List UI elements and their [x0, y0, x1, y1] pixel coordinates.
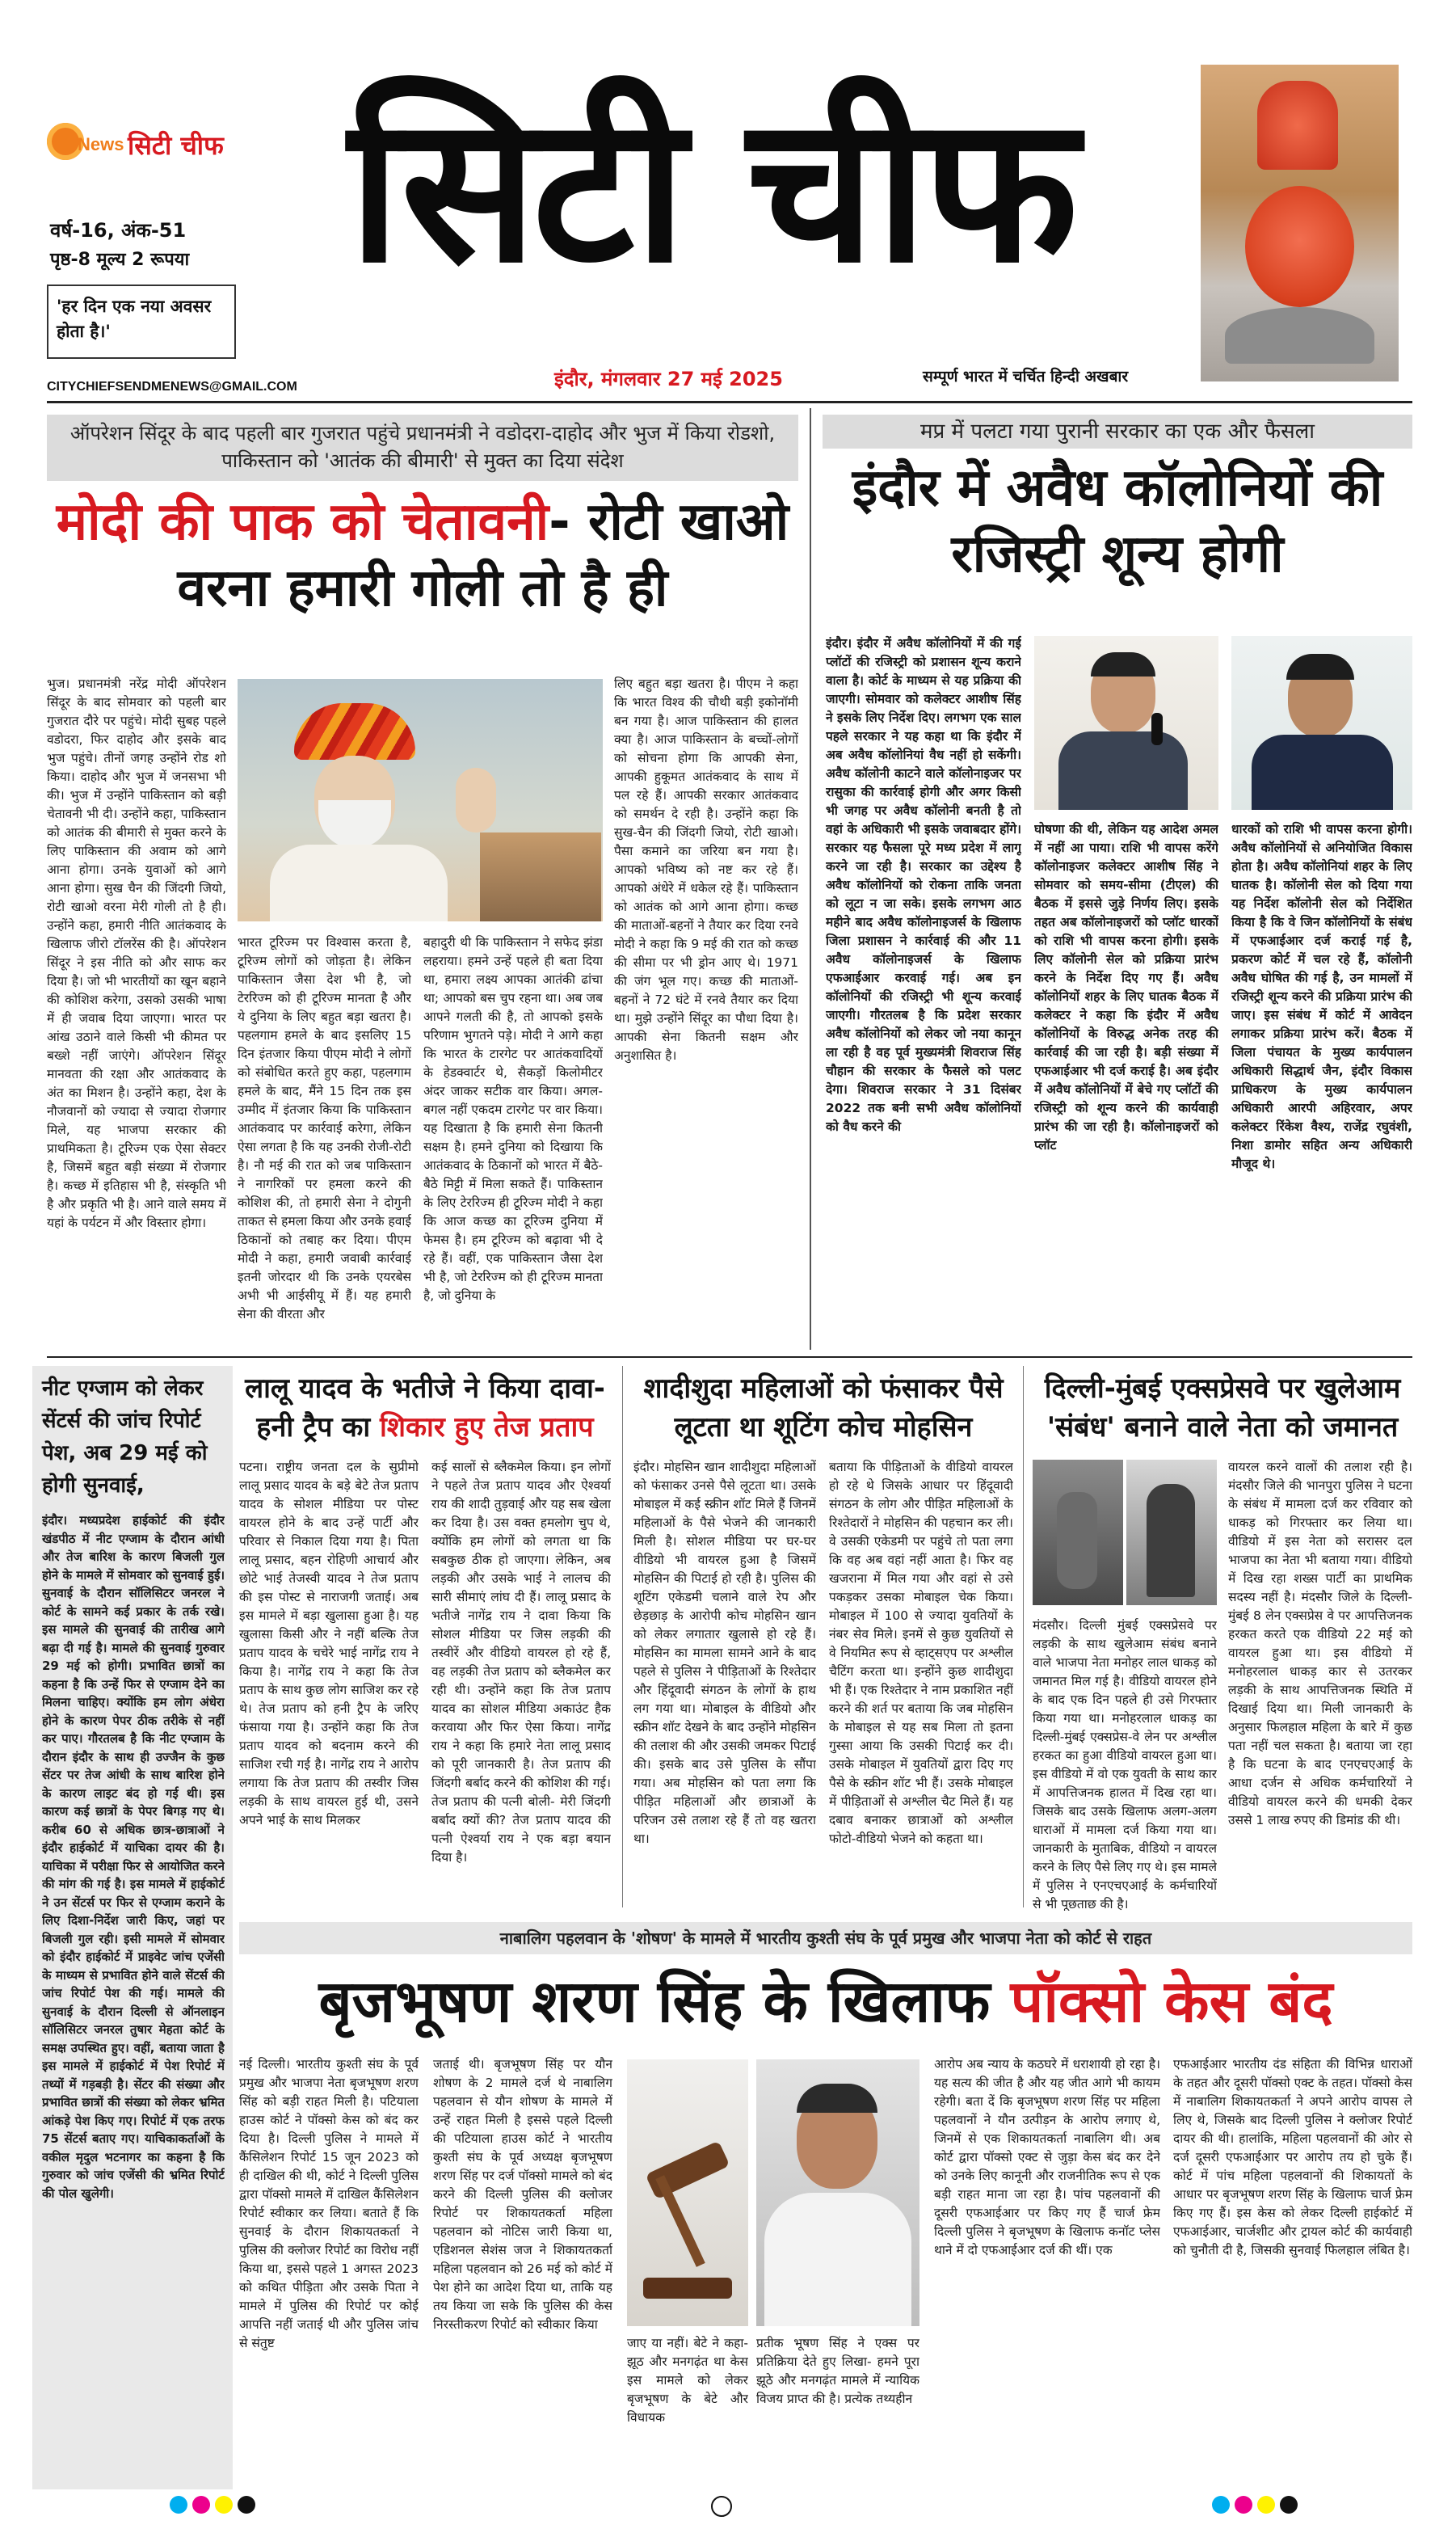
story-mohsin-col2: बताया कि पीड़िताओं के वीडियो वायरल हो रहे थे जिसके आधार पर हिंदूवादी संगठन के लोग और पीड़ित महिलाओं के रिश्तेदारों ने मोहसिन की पहचान कर ली। वे उसकी एकेडमी पर पहुंचे तो पता लगा कि वह अब वहां नहीं आता है। फिर वह खजराना में मिल गया और वहां से उसे पकड़कर उसका मोबाइल चेक किया। मोबाइल में 100 से ज्यादा युवतियों के नंबर सेव मिले। इनमें से कुछ युवतियों से वे नियमित रूप से व्हाट्सएप पर अश्लील चैटिंग करता था। इन्होंने कुछ शादीशुदा भी हैं। एक रिश्तेदार ने नाम प्रकाशित नहीं करने की शर्त पर बताया कि जब मोहसिन के मोबाइल से यह सब मिला तो इतना गुस्सा आया कि उसकी पिटाई कर दी। उसके मोबाइल में युवतियों द्वारा दिए गए पैसे के स्क्रीन शॉट भी हैं। उसके मोबाइल में पीड़िताओं से अश्लील चैट मिले हैं। यह दबाव बनाकर छात्राओं को अश्लील फोटो-वीडियो भेजने को कहता था।: [829, 1460, 1013, 1846]
story-colonies-col2: घोषणा की थी, लेकिन यह आदेश अमल में नहीं आ पाया। राशि भी वापस करेंगे कॉलोनाइजर कलेक्टर आशीष सिंह ने सोमवार को समय-सीमा (टीएल) की बैठक में इससे जुड़े निर्णय लिए। इसके तहत अब कॉलोनाइजरों को प्लॉट धारकों को राशि भी वापस करना होगी। इसके लिए कॉलोनी सेल को प्रक्रिया प्रारंभ करने के निर्देश दिए गए हैं। अवैध कॉलोनियों शहर के लिए घातक बैठक में कलेक्टर ने कहा कि इंदौर में अवैध कॉलोनियों के विरुद्ध अनेक तरह की कार्रवाई की जा रही है। बड़ी संख्या में एफआईआर भी दर्ज कराई है। अब इंदौर में अवैध कॉलोनियों में बेचे गए प्लॉटों की रजिस्ट्री को शून्य करने की कार्यवाही प्रारंभ की जा रही है। कॉलोनाइजरों को प्लॉट: [1034, 822, 1218, 1153]
deity-head-decoration: [1257, 81, 1338, 170]
volume-info: वर्ष-16, अंक-51: [50, 219, 187, 242]
story-expressway-col1: मंदसौर। दिल्ली मुंबई एक्सप्रेसवे पर लड़की के साथ खुलेआम संबंध बनाने वाले भाजपा नेता मनोहर लाल धाकड़ को जमानत मिल गई है। वीडियो वायरल होने के बाद एक दिन पहले ही उसे गिरफ्तार किया गया था। मनोहरलाल धाकड़ का दिल्ली-मुंबई एक्सप्रेस-वे लेन पर अश्लील हरकत का हुआ वीडियो वायरल हुआ था। इस वीडियो में वो एक युवती के साथ कार में आपत्तिजनक हालत में दिख रहा था। जिसके बाद उसके खिलाफ अलग-अलग धाराओं में मामला दर्ज किया गया था। जानकारी के मुताबिक, वीडियो न वायरल करने के लिए पैसे लिए गए थे। इस मामले में पुलिस ने एनएचएआई के कर्मचारियों से भी पूछताछ की है।: [1033, 1618, 1217, 1911]
divider-lalu-mohsin: [622, 1366, 623, 1907]
story-lalu-headline-red: शिकार हुए तेज प्रताप: [380, 1411, 594, 1444]
story-modi-col2: भारत टूरिज्म पर विश्वास करता है, टूरिज्म लोगों को जोड़ता है। लेकिन पाकिस्तान जैसा देश भी है, जो टेररिज्म को ही टूरिज्म मानता है और ये दुनिया के लिए बहुत बड़ा खतरा है। पहलगाम हमले के बाद इसलिए 15 दिन इंतजार किया पीएम मोदी ने लोगों को संबोधित करते हुए कहा, पहलगाम हमले के बाद, मैंने 15 दिन तक इस उम्मीद में इंतजार किया कि पाकिस्तान आतंकवाद पर कार्रवाई करेगा, लेकिन ऐसा लगता है कि यह उनकी रोजी-रोटी है। नौ मई की रात को जब पाकिस्तान ने नागरिकों पर हमला करने की कोशिश की, तो हमारी सेना ने दोगुनी ताकत से हमला किया और उनके हवाई ठिकानों को तबाह कर दिया। पीएम मोदी ने कहा, हमारी जवाबी कार्रवाई इतनी जोरदार थी कि उनके एयरबेस अभी भी आईसीयू में हैं। यह हमारी सेना की वीरता और: [238, 935, 411, 1321]
story-colonies-kicker-text: मप्र में पलटा गया पुरानी सरकार का एक और फैसला: [919, 419, 1315, 444]
brijbhushan-body: [764, 2193, 911, 2326]
story-brijbhushan-col4: आरोप अब न्याय के कठघरे में धराशायी हो रहा है। यह सत्य की जीत है और यह जीत आगे भी कायम रहेगी। बता दें कि बृजभूषण शरण सिंह पर महिला पहलवानों ने यौन उत्पीड़न के आरोप लगाए थे, जिनमें से एक शिकायतकर्ता नाबालिग थी। अब कोर्ट द्वारा पॉक्सो एक्ट से जुड़ा केस बंद कर देने को उनके लिए कानूनी और राजनीतिक रूप से एक बड़ी राहत माना जा रहा है। पांच पहलवानों की दूसरी एफआईआर पर किए गए हैं चार्ज फ्रेम दिल्ली पुलिस ने बृजभूषण के खिलाफ कनॉट प्लेस थाने में दो एफआईआर दर्ज की थीं। एक: [934, 2057, 1160, 2257]
story-brijbhushan-col3: प्रतीक भूषण सिंह ने एक्स पर प्रतिक्रिया देते हुए लिखा- हमने पूरा झूठे और मनगढ़ंत मामले में न्यायिक विजय प्राप्त की है। प्रत्येक तथ्यहीन: [756, 2336, 919, 2406]
story-neet-body: इंदौर। मध्यप्रदेश हाईकोर्ट की इंदौर खंडपीठ में नीट एग्जाम के दौरान आंधी और तेज बारिश के कारण बिजली गुल होने के मामले में सोमवार को सुनवाई हुई। सुनवाई के दौरान सॉलिसिटर जनरल ने कोर्ट के सामने कई प्रकार के तर्क रखे। इस मामले की सुनवाई की तारीख आगे बढ़ा दी गई है। मामले की सुनवाई गुरुवार 29 मई को होगी। प्रभावित छात्रों का कहना है कि उन्हें फिर से एग्जाम देने का मिलना चाहिए। क्योंकि हम लोग अंधेरा होने के कारण पेपर ठीक तरीके से नहीं कर पाए। गौरतलब है कि नीट एग्जाम के दौरान इंदौर के साथ ही उज्जैन के कुछ सेंटर पर तेज आंधी के साथ बारिश होने के कारण लाइट बंद हो गई थी। इस कारण कई छात्रों के पेपर बिगड़ गए थे। करीब 60 से अधिक छात्र-छात्राओं ने इंदौर हाईकोर्ट में याचिका दायर की है। याचिका में परीक्षा फिर से आयोजित करने की मांग की गई है। इस मामले में हाईकोर्ट ने उन सेंटर्स पर फिर से एग्जाम कराने के लिए दिशा-निर्देश जारी किए, जहां पर बिजली गुल रही। इसी मामले में सोमवार को इंदौर हाईकोर्ट में प्राइवेट जांच एजेंसी के माध्यम से प्रभावित होने वाले सेंटर्स की जांच रिपोर्ट पेश की गई। मामले की सुनवाई के दौरान दिल्ली से ऑनलाइन सॉलिसिटर जनरल तुषार मेहता कोर्ट के समक्ष उपस्थित हुए। वहीं, बताया जाता है इस मामले में हाईकोर्ट में पेश रिपोर्ट में तथ्यों में गड़बड़ी है। सेंटर की संख्या और प्रभावित छात्रों की संख्या को लेकर भ्रमित आंकड़े पेश किए गए। रिपोर्ट में एक तरफ 75 सेंटर्स बताए गए। याचिकाकर्ताओं के वकील मृदुल भटनागर का कहना है कि गुरुवार को जांच एजेंसी की भ्रमित रिपोर्ट की पोल खुलेगी।: [42, 1513, 225, 2201]
story-modi-headline: [47, 489, 798, 622]
registration-mark-icon: [711, 2496, 732, 2517]
collector-hair: [1091, 652, 1155, 677]
story-colonies-kicker: [823, 415, 1412, 449]
story-lalu-col1: पटना। राष्ट्रीय जनता दल के सुप्रीमो लालू प्रसाद यादव के बड़े बेटे तेज प्रताप यादव के सोशल मीडिया पर पोस्ट वायरल होने के बाद उन्हें पार्टी और परिवार से निकाल दिया गया है। पिता लालू प्रसाद, बहन रोहिणी आचार्य और छोटे भाई तेजस्वी यादव ने तेज प्रताप की इस पोस्ट से नाराजगी जताई। अब इस मामले में बड़ा खुलासा हुआ है। यह खुलासा किसी और ने नहीं बल्कि तेज प्रताप यादव के चचेरे भाई नागेंद्र राय ने किया है। नागेंद्र राय ने कहा कि तेज प्रताप के साथ कुछ लोग साजिश कर रहे थे। तेज प्रताप को हनी ट्रैप के जरिए फंसाया गया है। उन्होंने कहा कि तेज प्रताप यादव को बदनाम करने की साजिश रची गई है। नागेंद्र राय ने आरोप लगाया कि तेज प्रताप की तस्वीर जिस लड़की के साथ वायरल हुई थी, उसने अपने भाई के साथ मिलकर: [239, 1460, 419, 1827]
story-modi: [47, 408, 798, 1354]
deity-photo: [1201, 65, 1399, 381]
story-modi-kicker: [47, 415, 798, 481]
logo-news-text: News: [78, 134, 124, 154]
official-photo: [1231, 636, 1412, 810]
story-brijbhushan-caption: जाए या नहीं। बेटे ने कहा- झूठ और मनगढ़ंत था केस इस मामले को लेकर बृजभूषण के बेटे और विधायक: [627, 2336, 748, 2425]
motto-text: 'हर दिन एक नया अवसर होता है।': [57, 297, 212, 341]
logo-name-text: सिटी चीफ: [128, 130, 224, 161]
story-lalu-col2: कई सालों से ब्लैकमेल किया। इन लोगों ने पहले तेज प्रताप यादव और ऐश्वर्या राय की शादी तुड़वाई और यह सब खेला कर दिया है। उस वक्त हमलोग चुप थे, क्योंकि हम लोगों को लगता था कि सबकुछ ठीक हो जाएगा। लेकिन, अब लड़की और उसके भाई ने लालच की सारी सीमाएं लांघ दी हैं। लालू प्रसाद के भतीजे नागेंद्र राय ने दावा किया कि सोशल मीडिया पर जिस लड़की की तस्वीरें और वीडियो वायरल हो रहे हैं, वह लड़की तेज प्रताप को ब्लैकमेल कर रही थी। उन्होंने कहा कि तेज प्रताप यादव का सोशल मीडिया अकाउंट हैक करवाया और फिर ऐसा किया। नागेंद्र राय ने कहा कि हमारे नेता लालू प्रसाद को पूरी जानकारी है। तेज प्रताप की जिंदगी बर्बाद करने की कोशिश की गई। तेज प्रताप की पत्नी बोली- मेरी जिंदगी बर्बाद क्यों की? तेज प्रताप यादव की पत्नी ऐश्वर्या राय ने एक बड़ा बयान दिया है।: [431, 1460, 611, 1865]
modi-beard: [318, 800, 391, 849]
magenta-mark: [192, 2496, 210, 2514]
story-mohsin-col1: इंदौर। मोहसिन खान शादीशुदा महिलाओं को फंसाकर उनसे पैसे लूटता था। उसके मोबाइल में कई स्क्रीन शॉट मिले हैं जिनमें महिलाओं के पैसे भेजने की जानकारी मिली है। सोशल मीडिया पर घर-घर वीडियो भी वायरल हुआ है जिसमें मोहसिन की पिटाई हो रही है। पुलिस की शूटिंग एकेडमी चलाने वाले रेप और छेड़छाड़ के आरोपी कोच मोहसिन खान को लेकर लगातार खुलासे हो रहे हैं। मोहसिन का मामला सामने आने के बाद पहले से पुलिस ने पीड़िताओं के रिश्तेदार और हिंदूवादी संगठन के लोगों के हाथ लग गया था। मोबाइल के वीडियो और स्क्रीन शॉट देखने के बाद उन्होंने मोहसिन की तलाश की और उसकी जमकर पिटाई की। इसके बाद उसे पुलिस के सौंपा गया। अब मोहसिन को पता लगा कि पीड़ित महिलाओं और छात्राओं के परिजन उसे तलाश रहे हैं तो वह खतरा था।: [633, 1460, 816, 1846]
story-colonies-headline: इंदौर में अवैध कॉलोनियों की रजिस्ट्री शून्य होगी: [852, 458, 1383, 584]
logo: [47, 120, 257, 168]
vertical-divider: [810, 408, 811, 1350]
story-mohsin: [633, 1366, 1013, 1916]
story-brijbhushan-headline-red: पॉक्सो केस बंद: [1010, 1967, 1333, 2035]
story-lalu-headline: [239, 1369, 611, 1447]
brijbhushan-photo: [756, 2059, 919, 2326]
tagline: सम्पूर्ण भारत में चर्चित हिन्दी अखबार: [923, 368, 1129, 386]
dateline: इंदौर, मंगलवार 27 मई 2025: [554, 368, 783, 390]
collector-body: [1058, 731, 1188, 810]
story-brijbhushan-kicker-text: नाबालिग पहलवान के 'शोषण' के मामले में भारतीय कुश्ती संघ के पूर्व प्रमुख और भाजपा नेता को कोर्ट से राहत: [499, 1928, 1152, 1948]
modi-photo: [238, 679, 603, 921]
gavel-photo: [627, 2059, 748, 2326]
story-expressway-headline: दिल्ली-मुंबई एक्सप्रेसवे पर खुलेआम 'संबंध' बनाने वाले नेता को जमानत: [1044, 1372, 1401, 1444]
blur-figure: [1057, 1492, 1097, 1589]
gavel-handle: [655, 2175, 705, 2267]
gavel-block: [643, 2278, 732, 2299]
gavel-icon: [646, 2140, 730, 2199]
story-expressway-col2: वायरल करने वालों की तलाश रही है। मंदसौर जिले की भानपुरा पुलिस ने घटना के संबंध में मामला दर्ज कर रविवार को धाकड़ को गिरफ्तार कर लिया था। वीडियो में इस नेता को सरासर दल भाजपा का नेता भी बताया गया। वीडियो में दिख रहा शख्स पार्टी का प्राथमिक सदस्य नहीं है। मंदसौर जिले के दिल्ली-मुंबई 8 लेन एक्सप्रेस वे पर आपत्तिजनक हरकत करते एक वीडियो 22 मई को वायरल हुआ था। इस वीडियो में मनोहरलाल धाकड़ कार से उतरकर लड़की के साथ आपत्तिजनक स्थिति में दिखाई दिया था। मिली जानकारी के अनुसार फिलहाल महिला के बारे में कुछ पता नहीं चल सकता है। बताया जा रहा है कि घटना के बाद एनएचएआई के आधा दर्जन से अधिक कर्मचारियों ने वीडियो वायरल करने की धमकी देकर उससे 1 लाख रुपए की डिमांड की थी।: [1228, 1460, 1412, 1827]
expressway-photo-1: [1033, 1460, 1123, 1605]
story-modi-col4: लिए बहुत बड़ा खतरा है। पीएम ने कहा कि भारत विश्व की चौथी बड़ी इकोनॉमी बन गया है। आज पाकिस्तान की हालत क्या है। आज पाकिस्तान के बच्चों-लोगों को सोचना होगा कि आपकी सेना, आपकी हुकूमत आतंकवाद के साथ में पल रहे हैं। आपकी सरकार आतंकवाद को समर्थन दे रही है। उन्होंने कहा कि सुख-चैन की जिंदगी जियो, रोटी खाओ। पैसा कमाने का जरिया बन गया है। आपको भविष्य को नष्ट कर रहे हैं। आपको अंधेरे में धकेल रहे हैं। पाकिस्तान को आतंक को आगे आना होगा। कच्छ की माताओं-बहनों ने तैयार कर दिया रनवे मोदी ने कहा कि 9 मई की रात को कच्छ की सीमा पर भी ड्रोन आए थे। 1971 की जंग भूल गए। कच्छ की माताओं-बहनों ने 72 घंटे में रनवे तैयार कर दिया था। मुझे उन्होंने सिंदूर का पौधा दिया है। आपकी सेना कितनी सक्षम और अनुशासित है।: [614, 677, 798, 1063]
masthead-title: सिटी चीफ: [348, 72, 1074, 307]
story-brijbhushan-col5: एफआईआर भारतीय दंड संहिता की विभिन्न धाराओं के तहत और दूसरी पॉक्सो एक्ट के तहत। पॉक्सो केस में नाबालिग शिकायतकर्ता ने अपने आरोप वापस ले लिए थे, जिसके बाद दिल्ली पुलिस ने क्लोजर रिपोर्ट दायर की थी। हालांकि, महिला पहलवानों की ओर से दर्ज दूसरी एफआईआर पर आरोप तय हो चुके हैं। कोर्ट में पांच महिला पहलवानों की शिकायतों के आधार पर बृजभूषण शरण सिंह के खिलाफ चार्ज फ्रेम किए गए हैं। इस केस को लेकर दिल्ली हाईकोर्ट में एफआईआर, चार्जशीट और ट्रायल कोर्ट की कार्यवाही को चुनौती दी है, जिसकी सुनवाई फिलहाल लंबित है।: [1173, 2057, 1412, 2257]
story-brijbhushan-headline: [239, 1961, 1412, 2042]
story-brijbhushan-kicker: [239, 1922, 1412, 1954]
story-neet-headline: नीट एग्जाम को लेकर सेंटर्स की जांच रिपोर्ट पेश, अब 29 मई को होगी सुनवाई,: [42, 1376, 208, 1498]
brijbhushan-hair: [797, 2084, 877, 2113]
modi-body: [270, 845, 448, 921]
printer-marks-bottom: [170, 2496, 260, 2517]
cyan-mark: [170, 2496, 187, 2514]
yellow-mark: [1257, 2496, 1275, 2514]
story-modi-headline-rest: - रोटी खाओ वरना हमारी गोली तो है ही: [177, 492, 789, 618]
motto-box: [47, 285, 236, 359]
story-brijbhushan-headline-pre: बृजभूषण शरण सिंह के खिलाफ: [318, 1967, 1011, 2035]
story-brijbhushan: [239, 1922, 1412, 2488]
story-neet: [32, 1366, 233, 2489]
story-lalu-headline-pre: लालू यादव के भतीजे ने किया दावा- हनी ट्रैप का: [245, 1372, 605, 1444]
story-modi-col1: भुज। प्रधानमंत्री नरेंद्र मोदी ऑपरेशन सिंदूर के बाद सोमवार को पहली बार गुजरात दौरे पर पहुंचे। मोदी सुबह पहले वडोदरा, फिर दाहोद और इसके बाद भुज पहुंचे। तीनों जगह उन्होंने रोड शो किया। दाहोद और भुज में जनसभा भी की। भुज में उन्होंने पाकिस्तान को बड़ी चेतावनी भी दी। उन्होंने कहा, पाकिस्तान को आतंक की बीमारी से मुक्त करने के लिए पाकिस्तान की अवाम को आगे आना होगा। उनके युवाओं को आगे आना होगा। सुख चैन की जिंदगी जियो, रोटी खाओ वरना मेरी गोली तो है ही। उन्होंने कहा, हमारी नीति आतंकवाद के खिलाफ जीरो टॉलरेंस की है। ऑपरेशन सिंदूर ने इस नीति को और साफ कर दिया है। जो भी भारतीयों का खून बहाने की कोशिश करेगा, उसको उसकी भाषा में ही जवाब दिया जाएगा। भारत पर आंख उठाने वाले किसी भी कीमत पर बख्शे नहीं जाएंगे। ऑपरेशन सिंदूर मानवता की रक्षा और आतंकवाद के अंत का मिशन है। उन्होंने कहा, देश के नौजवानों को ज्यादा से ज्यादा रोजगार मिले, यह भाजपा सरकार की प्राथमिकता है। टूरिज्म एक ऐसा सेक्टर है, जिसमें बहुत बड़ी संख्या में रोजगार है। कच्छ में इतिहास भी है, संस्कृति भी है और प्रकृति भी है। आने वाले समय में यहां के पर्यटन में और विस्तार होगा।: [47, 677, 226, 1230]
masthead-rule: [47, 401, 1412, 403]
crowd: [480, 832, 601, 921]
deity-base: [1225, 307, 1374, 364]
collector-photo: [1034, 636, 1218, 810]
microphone-icon: [1151, 713, 1163, 745]
story-brijbhushan-col2: जताई थी। बृजभूषण सिंह पर यौन शोषण के 2 मामले दर्ज थे नाबालिग पहलवान से यौन शोषण के मामले में उन्हें राहत मिली है इससे पहले दिल्ली की पटियाला हाउस कोर्ट ने भारतीय कुश्ती संघ के पूर्व अध्यक्ष बृजभूषण शरण सिंह पर दर्ज पॉक्सो मामले को बंद करने की दिल्ली पुलिस की क्लोजर रिपोर्ट पर शिकायतकर्ता महिला पहलवान को नोटिस जारी किया था, एडिशनल सेशंस जज ने शिकायतकर्ता महिला पहलवान को 26 मई को कोर्ट में पेश होने का आदेश दिया था, ताकि यह तय किया जा सके कि पुलिस की केस निरस्तीकरण रिपोर्ट को स्वीकार किया: [433, 2057, 612, 2332]
story-lalu: [239, 1366, 611, 1916]
email: CITYCHIEFSENDMENEWS@GMAIL.COM: [47, 380, 297, 394]
section-rule-2: [47, 1356, 1412, 1358]
story-mohsin-headline: शादीशुदा महिलाओं को फंसाकर पैसे लूटता था शूटिंग कोच मोहसिन: [643, 1372, 1004, 1444]
story-colonies-col3: धारकों को राशि भी वापस करना होगी। अवैध कॉलोनियों से अनियोजित विकास होता है। अवैध कॉलोनियां शहर के लिए घातक है। कॉलोनी सेल को दिया गया यह निर्देश कॉलोनी सेल को निर्देशित किया है कि वे जिन कॉलोनियों के संबंध में एफआईआर दर्ज कराई गई है, प्रकरण कोर्ट में चल रहे हैं, कॉलोनी अवैध घोषित की गई है, उन मामलों में रजिस्ट्री शून्य करने की प्रक्रिया प्रारंभ की जाए। इस संबंध में कोर्ट में आवेदन लगाकर प्रक्रिया प्रारंभ करें। बैठक में जिला पंचायत के मुख्य कार्यपालन अधिकारी सिद्धार्थ जैन, इंदौर विकास प्राधिकरण के मुख्य कार्यपालन अधिकारी आरपी अहिरवार, अपर कलेक्टर रिंकेश वैश्य, राजेंद्र रघुवंशी, निशा डामोर सहित अन्य अधिकारी मौजूद थे।: [1231, 822, 1412, 1171]
cyan-mark: [1212, 2496, 1230, 2514]
yellow-mark: [215, 2496, 233, 2514]
story-expressway: [1033, 1366, 1412, 1916]
modi-turban: [294, 703, 415, 760]
official-hair: [1286, 654, 1354, 680]
pages-price: पृष्ठ-8 मूल्य 2 रूपया: [50, 250, 190, 270]
expressway-photo-2: [1126, 1460, 1217, 1605]
story-modi-headline-red: मोदी की पाक को चेतावनी: [56, 492, 549, 552]
printer-marks-bottom-right: [1212, 2496, 1302, 2517]
divider-mohsin-expressway: [1023, 1366, 1024, 1907]
story-modi-kicker-text: ऑपरेशन सिंदूर के बाद पहली बार गुजरात पहुंचे प्रधानमंत्री ने वडोदरा-दाहोद और भुज में किया रोडशो, पाकिस्तान को 'आतंक की बीमारी' से मुक्त का दिया संदेश: [69, 422, 776, 472]
accused-figure: [1147, 1484, 1195, 1597]
story-colonies-col1: इंदौर। इंदौर में अवैध कॉलोनियों में की गई प्लॉटों की रजिस्ट्री को प्रशासन शून्य कराने वाला है। कोर्ट के माध्यम से यह प्रक्रिया की जाएगी। सोमवार को कलेक्टर आशीष सिंह ने इसके लिए निर्देश दिए। लगभग एक साल पहले सरकार ने यह कहा था कि इंदौर में अब अवैध कॉलोनियां वैध नहीं हो सकेंगी। अवैध कॉलोनी काटने वाले कॉलोनाइजर पर रासुका की कार्रवाई होगी और अगर किसी भी जगह पर अवैध कॉलोनी बनती है तो वहां के अधिकारी भी इसके जवाबदार होंगे। सरकार यह फैसला पूरे मध्य प्रदेश में लागू करने जा रही है। सरकार का उद्देश्य है अवैध कॉलोनियों को रोकना ताकि जनता को लूटा न जा सके। इसके लगभग आठ महीने बाद अवैध कॉलोनाइजर्स के खिलाफ जिला प्रशासन ने कार्रवाई की और 11 अवैध कॉलोनाइजर्स के खिलाफ एफआईआर करवाई गई। अब इन कॉलोनियों की रजिस्ट्री भी शून्य करवाई जाएगी। गौरतलब है कि प्रदेश सरकार अवैध कॉलोनियों को लेकर जो नया कानून ला रही है वह पूर्व मुख्यमंत्री शिवराज सिंह चौहान की सरकार के फैसले को पलट देगा। शिवराज सरकार ने 31 दिसंबर 2022 तक बनी सभी अवैध कॉलोनियों को वैध करने की: [826, 636, 1021, 1134]
dateline-bar: [554, 365, 886, 398]
story-modi-col3: बहादुरी थी कि पाकिस्तान ने सफेद झंडा लहराया। हमने उन्हें पहले ही बता दिया था, हमारा लक्ष्य आपका आतंकी ढांचा था; आपको बस चुप रहना था। अब जब आपने गलती की है, तो आपको इसके परिणाम भुगतने पड़े। मोदी ने आगे कहा कि भारत के टारगेट पर आतंकवादियों के हेडक्वार्टर थे, सैकड़ों किलोमीटर अंदर जाकर सटीक वार किया। अगल-बगल नहीं एकदम टारगेट पर वार किया। यह दिखाता है कि हमारी सेना कितनी सक्षम है। हमने दुनिया को दिखाया कि आतंकवाद के ठिकानों को भारत में बैठे-बैठे मिट्टी में मिला सकते हैं। पाकिस्तान के लिए टेररिज्म ही टूरिज्म मोदी ने कहा कि आज कच्छ का टूरिज्म दुनिया में फेमस है। हम टूरिज्म को बढ़ावा भी दे रहे हैं। वहीं, एक पाकिस्तान जैसा देश भी है, जो टेररिज्म को ही टूरिज्म मानता है, जो दुनिया के: [423, 935, 603, 1303]
magenta-mark: [1235, 2496, 1252, 2514]
black-mark: [238, 2496, 255, 2514]
masthead: [0, 0, 1456, 404]
deity-face: [1245, 186, 1354, 307]
story-colonies: [823, 408, 1412, 1354]
black-mark: [1280, 2496, 1298, 2514]
official-body: [1252, 735, 1393, 810]
story-brijbhushan-col1: नई दिल्ली। भारतीय कुश्ती संघ के पूर्व प्रमुख और भाजपा नेता बृजभूषण शरण सिंह को बड़ी राहत मिली है। पटियाला हाउस कोर्ट ने पॉक्सो केस को बंद कर दिया है। दिल्ली पुलिस ने मामले में कैंसिलेशन रिपोर्ट 15 जून 2023 को ही दाखिल की थी, कोर्ट ने दिल्ली पुलिस द्वारा पॉक्सो मामले में दाखिल कैंसिलेशन रिपोर्ट स्वीकार कर लिया। बताते हैं कि सुनवाई के दौरान शिकायतकर्ता ने पुलिस की क्लोजर रिपोर्ट का विरोध नहीं किया था, इससे पहले 1 अगस्त 2023 को कथित पीड़िता और उसके पिता ने मामले में पुलिस की रिपोर्ट पर कोई आपत्ति नहीं जताई थी और पुलिस जांच से संतुष्ट: [239, 2057, 419, 2350]
modi-hand: [456, 768, 496, 832]
